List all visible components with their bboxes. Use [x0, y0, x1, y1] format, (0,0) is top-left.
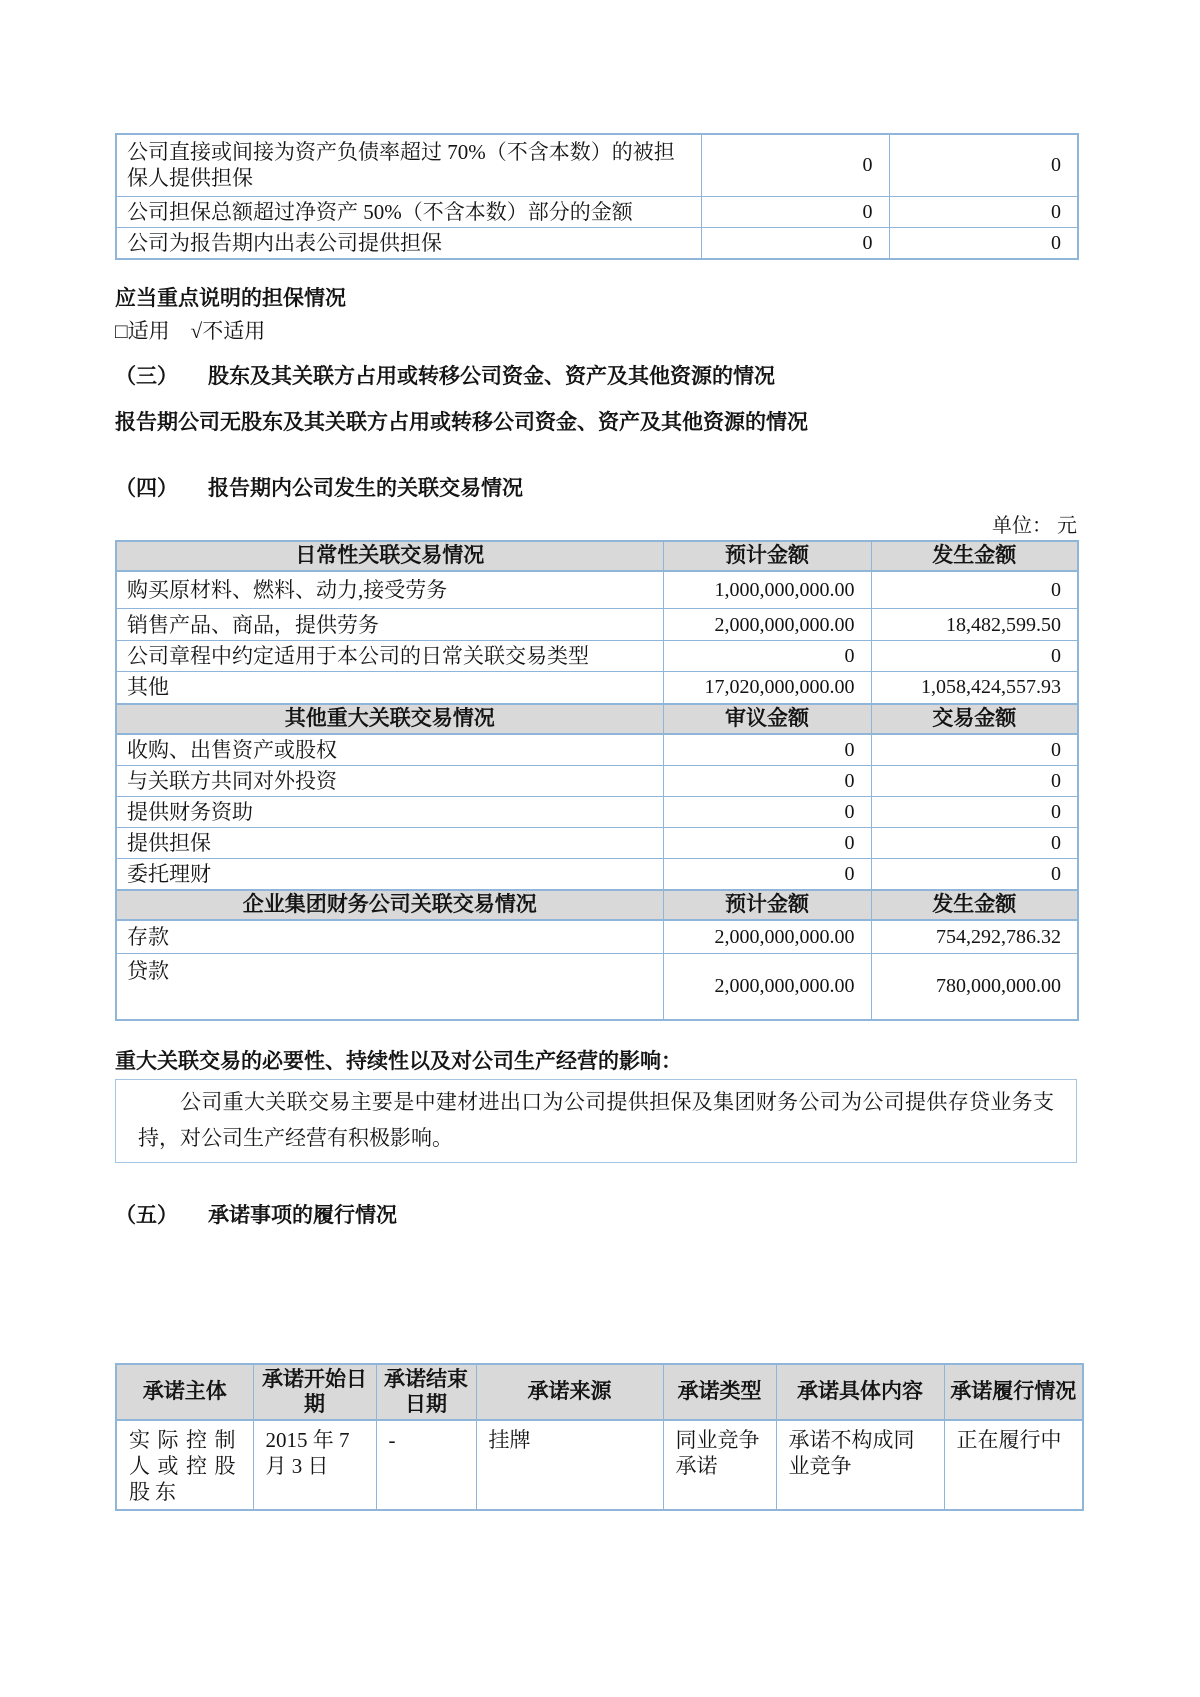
column-header: 企业集团财务公司关联交易情况	[116, 890, 663, 920]
guarantee-row-label: 公司直接或间接为资产负债率超过 70%（不含本数）的被担保人提供担保	[116, 134, 701, 196]
column-header: 承诺具体内容	[776, 1364, 944, 1420]
row-value: 1,000,000,000.00	[663, 571, 871, 609]
row-value: 0	[871, 734, 1078, 766]
table-row	[116, 571, 1078, 609]
guarantee-row-value: 0	[889, 134, 1078, 196]
table-row	[116, 609, 1078, 641]
row-value: 17,020,000,000.00	[663, 672, 871, 704]
table-row	[116, 227, 1078, 259]
column-header: 承诺主体	[116, 1364, 253, 1420]
row-value: 2,000,000,000.00	[663, 920, 871, 954]
impact-box	[115, 1079, 1077, 1163]
commitment-source: 挂牌	[476, 1420, 663, 1510]
column-header: 发生金额	[871, 890, 1078, 920]
commitment-subject: 实际控制人或控股股东	[116, 1420, 253, 1510]
column-header: 其他重大关联交易情况	[116, 704, 663, 734]
guarantee-row-value: 0	[701, 227, 889, 259]
row-value: 0	[663, 641, 871, 672]
impact-body: 公司重大关联交易主要是中建材进出口为公司提供担保及集团财务公司为公司提供存贷业务支持，对公司生产经营有积极影响。	[138, 1089, 1054, 1150]
row-value: 780,000,000.00	[871, 954, 1078, 1020]
row-label: 提供财务资助	[116, 796, 663, 827]
section-5-heading	[115, 1203, 1082, 1229]
guarantee-table	[115, 133, 1079, 260]
applicability-line: □适用 √不适用	[115, 318, 266, 343]
row-value: 18,482,599.50	[871, 609, 1078, 641]
row-value: 0	[871, 641, 1078, 672]
row-label: 提供担保	[116, 827, 663, 858]
commitment-type: 同业竞争承诺	[663, 1420, 776, 1510]
table-row	[116, 827, 1078, 858]
commitment-start-date: 2015 年 7 月 3 日	[253, 1420, 376, 1510]
guarantee-note-title: 应当重点说明的担保情况	[115, 286, 346, 310]
row-label: 贷款	[116, 954, 663, 1020]
table-row	[116, 734, 1078, 766]
table-row	[116, 672, 1078, 704]
table-row	[116, 954, 1078, 1020]
table-section-header	[116, 890, 1078, 920]
column-header: 交易金额	[871, 704, 1078, 734]
section-4-heading	[115, 476, 1082, 502]
section-3-heading	[115, 364, 1082, 390]
row-label: 收购、出售资产或股权	[116, 734, 663, 766]
row-value: 0	[663, 734, 871, 766]
guarantee-row-value: 0	[701, 196, 889, 227]
column-header: 审议金额	[663, 704, 871, 734]
table-row	[116, 1420, 1083, 1510]
column-header: 承诺类型	[663, 1364, 776, 1420]
row-value: 0	[871, 796, 1078, 827]
column-header: 承诺来源	[476, 1364, 663, 1420]
column-header: 预计金额	[663, 890, 871, 920]
section-3-body: 报告期公司无股东及其关联方占用或转移公司资金、资产及其他资源的情况	[115, 410, 808, 434]
row-value: 0	[663, 765, 871, 796]
row-value: 2,000,000,000.00	[663, 954, 871, 1020]
row-label: 其他	[116, 672, 663, 704]
row-value: 1,058,424,557.93	[871, 672, 1078, 704]
row-label: 存款	[116, 920, 663, 954]
table-row	[116, 796, 1078, 827]
section-title: 股东及其关联方占用或转移公司资金、资产及其他资源的情况	[208, 364, 775, 388]
table-section-header	[116, 541, 1078, 571]
related-party-table	[115, 540, 1079, 1021]
table-row	[116, 196, 1078, 227]
row-label: 购买原材料、燃料、动力,接受劳务	[116, 571, 663, 609]
row-value: 0	[663, 858, 871, 890]
guarantee-row-value: 0	[701, 134, 889, 196]
table-row	[116, 858, 1078, 890]
section-title: 报告期内公司发生的关联交易情况	[208, 476, 523, 500]
section-number: （四）	[115, 476, 178, 500]
table-row	[116, 134, 1078, 196]
guarantee-row-value: 0	[889, 196, 1078, 227]
table-row	[116, 765, 1078, 796]
row-value: 0	[663, 827, 871, 858]
row-value: 0	[663, 796, 871, 827]
row-label: 销售产品、商品，提供劳务	[116, 609, 663, 641]
guarantee-row-label: 公司为报告期内出表公司提供担保	[116, 227, 701, 259]
row-label: 与关联方共同对外投资	[116, 765, 663, 796]
commitment-status: 正在履行中	[944, 1420, 1083, 1510]
commitment-content: 承诺不构成同业竞争	[776, 1420, 944, 1510]
guarantee-row-value: 0	[889, 227, 1078, 259]
commitment-end-date: -	[376, 1420, 476, 1510]
table-row	[116, 920, 1078, 954]
section-title: 承诺事项的履行情况	[208, 1203, 397, 1227]
guarantee-row-label: 公司担保总额超过净资产 50%（不含本数）部分的金额	[116, 196, 701, 227]
unit-label: 单位： 元	[992, 514, 1077, 537]
impact-heading: 重大关联交易的必要性、持续性以及对公司生产经营的影响：	[115, 1049, 682, 1073]
column-header: 承诺结束日期	[376, 1364, 476, 1420]
row-value: 0	[871, 765, 1078, 796]
row-value: 2,000,000,000.00	[663, 609, 871, 641]
table-row	[116, 641, 1078, 672]
column-header: 日常性关联交易情况	[116, 541, 663, 571]
table-header-row	[116, 1364, 1083, 1420]
table-section-header	[116, 704, 1078, 734]
row-value: 0	[871, 827, 1078, 858]
row-value: 0	[871, 571, 1078, 609]
column-header: 发生金额	[871, 541, 1078, 571]
column-header: 承诺开始日期	[253, 1364, 376, 1420]
row-value: 0	[871, 858, 1078, 890]
row-value: 754,292,786.32	[871, 920, 1078, 954]
row-label: 公司章程中约定适用于本公司的日常关联交易类型	[116, 641, 663, 672]
row-label: 委托理财	[116, 858, 663, 890]
commitment-table	[115, 1363, 1084, 1511]
section-number: （五）	[115, 1203, 178, 1227]
column-header: 承诺履行情况	[944, 1364, 1083, 1420]
column-header: 预计金额	[663, 541, 871, 571]
page-content	[115, 133, 1082, 1511]
section-number: （三）	[115, 364, 178, 388]
